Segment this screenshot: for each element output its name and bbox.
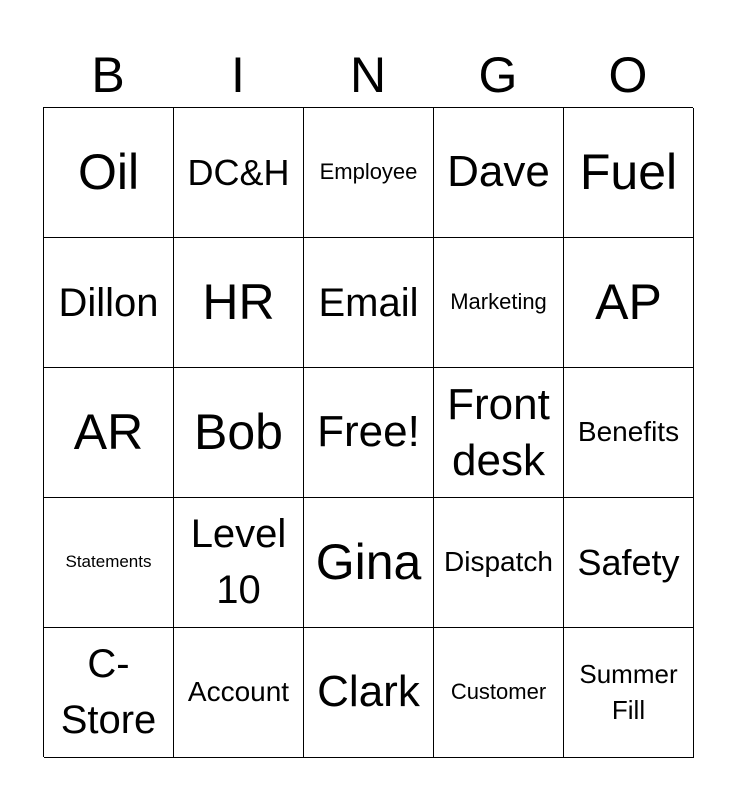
cell-text: Clark	[317, 667, 420, 717]
bingo-cell[interactable]	[44, 368, 174, 498]
cell-text: Marketing	[450, 289, 547, 315]
header-letter-o: O	[608, 47, 648, 103]
bingo-cell[interactable]	[44, 498, 174, 628]
bingo-cell[interactable]	[304, 108, 434, 238]
cell-text: Dispatch	[444, 546, 553, 578]
cell-text: Benefits	[577, 416, 680, 448]
cell-text: DC&H	[187, 151, 290, 193]
bingo-cell[interactable]	[304, 238, 434, 368]
bingo-cell[interactable]	[304, 498, 434, 628]
bingo-cell[interactable]	[44, 108, 174, 238]
cell-text: Statements	[65, 552, 152, 572]
cell-text: Level 10	[190, 512, 287, 612]
cell-text: AP	[595, 274, 662, 330]
cell-text: Employee	[319, 159, 418, 185]
bingo-cell[interactable]	[434, 368, 564, 498]
cell-text: Dave	[447, 147, 550, 197]
bingo-cell[interactable]	[174, 498, 304, 628]
bingo-cell[interactable]	[304, 628, 434, 758]
bingo-cell[interactable]	[434, 628, 564, 758]
cell-text: Front desk	[447, 380, 550, 485]
cell-text: AR	[73, 404, 144, 460]
header-letter-n: N	[349, 47, 387, 103]
header-letter-i: I	[231, 47, 245, 103]
bingo-cell[interactable]	[564, 628, 694, 758]
bingo-cell[interactable]	[434, 238, 564, 368]
bingo-cell[interactable]	[564, 368, 694, 498]
cell-text: Free!	[317, 407, 420, 457]
bingo-cell[interactable]	[44, 238, 174, 368]
cell-text: Account	[187, 676, 290, 708]
bingo-board	[43, 107, 693, 757]
bingo-cell[interactable]	[44, 628, 174, 758]
cell-text: Safety	[577, 541, 680, 583]
cell-text: Bob	[194, 404, 283, 460]
bingo-cell[interactable]	[564, 108, 694, 238]
bingo-cell[interactable]	[564, 238, 694, 368]
cell-text: Dillon	[58, 280, 159, 325]
cell-text: Email	[318, 280, 419, 325]
cell-text: Customer	[450, 679, 547, 705]
cell-text: Fuel	[579, 144, 678, 200]
header-letter-g: G	[478, 47, 518, 103]
bingo-cell[interactable]	[434, 498, 564, 628]
cell-text: Gina	[315, 534, 422, 590]
bingo-cell[interactable]	[174, 108, 304, 238]
bingo-cell[interactable]	[564, 498, 694, 628]
bingo-header	[43, 44, 693, 106]
cell-text: Oil	[77, 144, 140, 200]
bingo-cell[interactable]	[174, 368, 304, 498]
bingo-cell[interactable]	[434, 108, 564, 238]
cell-text: Summer Fill	[579, 658, 678, 725]
bingo-cell[interactable]	[174, 628, 304, 758]
bingo-cell[interactable]	[174, 238, 304, 368]
header-letter-b: B	[91, 47, 125, 103]
cell-text: C-Store	[60, 642, 157, 742]
bingo-cell[interactable]	[304, 368, 434, 498]
cell-text: HR	[202, 274, 275, 330]
